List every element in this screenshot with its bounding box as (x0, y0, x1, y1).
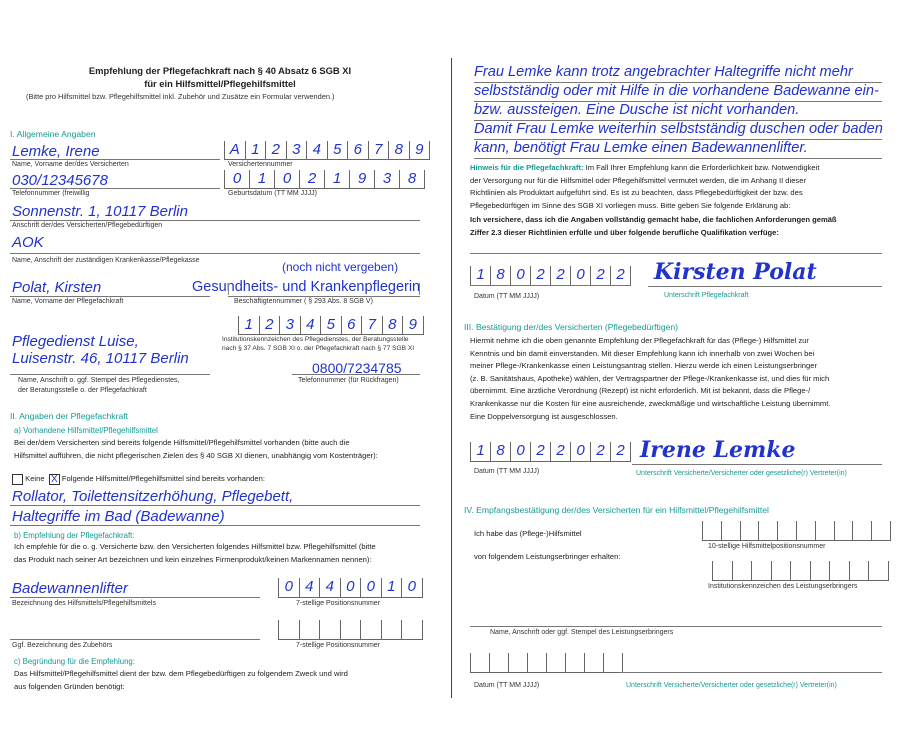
service-label-2: der Beratungsstelle o. der Pflegefachkraft (18, 387, 147, 394)
accessory-position-digit-3[interactable] (340, 620, 361, 639)
ik-label-1: Institutionskennzeichen des Pflegedienstes, der Beratungsstelle (222, 336, 409, 343)
section-2b-title: b) Empfehlung der Pflegefachkraft: (14, 531, 135, 540)
insurance-digit-1[interactable]: 1 (245, 141, 266, 159)
position-digit-4[interactable]: 0 (360, 578, 381, 597)
folgende-label: Folgende Hilfsmittel/Pflegehilfsmittel sind bereits vorhanden: (61, 474, 265, 483)
section-2c-text (14, 668, 348, 693)
accessory-position-digit-5[interactable] (381, 620, 402, 639)
insured-name-label: Name, Vorname der/des Versicherten (12, 161, 129, 168)
birth-digit-0[interactable]: 0 (224, 170, 249, 188)
provider-ik-digit-5[interactable] (810, 561, 830, 580)
ik-digit-3[interactable]: 4 (300, 316, 321, 334)
birth-digit-6[interactable]: 3 (374, 170, 399, 188)
section-2c-line-2: aus folgenden Gründen benötigt: (14, 681, 125, 691)
accessory-position-digit-2[interactable] (319, 620, 340, 639)
section-3-text (470, 335, 830, 423)
birth-digit-7[interactable]: 8 (399, 170, 425, 188)
received-line-2: von folgendem Leistungserbringer erhalten: (474, 552, 621, 561)
received-line-1: Ich habe das (Pflege-)Hilfsmittel (474, 529, 582, 538)
insured-date-digit-6[interactable]: 2 (590, 442, 610, 461)
provider-ik-boxes[interactable] (712, 561, 889, 581)
hm-position-digit-2[interactable] (740, 521, 759, 540)
hm-position-digit-7[interactable] (834, 521, 853, 540)
reason-line-3: bzw. aussteigen. Eine Dusche ist nicht vorhanden. (474, 102, 882, 121)
provider-ik-digit-7[interactable] (849, 561, 869, 580)
sec3-line-1: Hiermit nehme ich die oben genannte Empfehlung der Pflegefachkraft für das (Pflege-) Hilfsmittel zur (470, 336, 809, 345)
kasse-label: Name, Anschrift der zuständigen Krankenkasse/Pflegekasse (12, 257, 200, 264)
hm-position-boxes[interactable] (702, 521, 891, 541)
birth-digit-3[interactable]: 2 (299, 170, 324, 188)
position-digit-1[interactable]: 4 (299, 578, 320, 597)
provider-ik-digit-4[interactable] (790, 561, 810, 580)
nurse-date-digit-7[interactable]: 2 (610, 266, 631, 285)
insured-date-digit-3[interactable]: 2 (530, 442, 550, 461)
ik-digit-7[interactable]: 8 (382, 316, 403, 334)
title-line-1: Empfehlung der Pflegefachkraft nach § 40 Absatz 6 SGB XI (88, 65, 352, 76)
receipt-date-digit-5[interactable] (565, 653, 584, 672)
column-divider (451, 58, 452, 698)
sec3-line-5: übernimmt. Eine ärztliche Verordnung (Rezept) ist nicht erforderlich. Mit ist bekannt, dass die Pflege-/ (470, 386, 811, 396)
hint-line-2: der Versorgung nur für die Hilfsmittel oder Pflegehilfsmittel vermutet werden, die im Anhang II dieser (470, 175, 806, 185)
section-2a-title: a) Vorhandene Hilfsmittel/Pflegehilfsmittel (14, 426, 158, 435)
provider-ik-digit-6[interactable] (829, 561, 849, 580)
section-2-title: II. Angaben der Pflegefachkraft (10, 411, 129, 421)
folgende-checkbox[interactable]: X (49, 474, 60, 485)
ik-digit-8[interactable]: 9 (402, 316, 424, 334)
provider-ik-digit-2[interactable] (751, 561, 771, 580)
hm-position-digit-1[interactable] (721, 521, 740, 540)
insurance-digit-6[interactable]: 6 (347, 141, 368, 159)
section-2b-text (14, 541, 376, 566)
provider-ik-digit-3[interactable] (771, 561, 791, 580)
nurse-signature-label: Unterschrift Pflegefachkraft (664, 292, 749, 299)
provider-ik-digit-1[interactable] (732, 561, 752, 580)
provider-ik-digit-8[interactable] (868, 561, 889, 580)
insurance-number-boxes[interactable] (224, 141, 430, 160)
receipt-date-digit-6[interactable] (584, 653, 603, 672)
insured-date-digit-2[interactable]: 0 (510, 442, 530, 461)
insurance-digit-9[interactable]: 9 (409, 141, 431, 159)
sec3-line-7: Eine Doppelversorgung ist ausgeschlossen. (470, 411, 618, 421)
hint-label: Hinweis für die Pflegefachkraft: (470, 163, 584, 172)
care-service-name: Pflegedienst Luise, (12, 333, 139, 350)
nurse-date-digit-4[interactable]: 2 (550, 266, 570, 285)
receipt-date-label: Datum (TT MM JJJJ) (474, 682, 540, 689)
insured-signature: Irene Lemke (640, 437, 796, 463)
final-signature-label: Unterschrift Versicherte/Versicherter oder gesetzliche(r) Vertreter(in) (626, 682, 837, 689)
nurse-date-digit-2[interactable]: 0 (510, 266, 530, 285)
title-line-2: für ein Hilfsmittel/Pflegehilfsmittel (144, 78, 296, 89)
accessory-position-digit-6[interactable] (401, 620, 423, 639)
nurse-date-label: Datum (TT MM JJJJ) (474, 293, 540, 300)
insurance-digit-4[interactable]: 4 (306, 141, 327, 159)
service-label-1: Name, Anschrift o. ggf. Stempel des Pflegedienstes, (18, 377, 180, 384)
reason-line-1: Frau Lemke kann trotz angebrachter Haltegriffe nicht mehr (474, 64, 882, 83)
insured-signature-label: Unterschrift Versicherte/Versicherter oder gesetzliche(r) Vertreter(in) (636, 470, 847, 477)
insured-date-boxes[interactable] (470, 442, 631, 462)
reason-line-2: selbstständig oder mit Hilfe in die vorhandene Badewanne ein- (474, 83, 882, 102)
position-label-2: 7-stellige Positionsnummer (296, 642, 381, 649)
section-2a-line-2: Hilfsmittel aufführen, die nicht pflegerischen Zielen des § 40 SGB XI dienen, unabhängig vom Kostenträger): (14, 450, 378, 460)
ik-digit-1[interactable]: 2 (259, 316, 280, 334)
birth-digit-1[interactable]: 1 (249, 170, 274, 188)
nurse-date-digit-1[interactable]: 8 (490, 266, 510, 285)
reason-line-5: kann, benötigt Frau Lemke einen Badewannenlifter. (474, 140, 882, 159)
institution-code-boxes[interactable] (238, 316, 424, 335)
ik2-label: Institutionskennzeichen des Leistungserbringers (708, 583, 858, 590)
accessory-position-boxes[interactable] (278, 620, 423, 640)
position-number-boxes[interactable] (278, 578, 423, 598)
form-title (0, 64, 440, 90)
not-yet-assigned-note: (noch nicht vergeben) (282, 260, 399, 274)
insured-date-digit-7[interactable]: 2 (610, 442, 631, 461)
birth-digit-2[interactable]: 0 (274, 170, 299, 188)
insured-date-digit-0[interactable]: 1 (470, 442, 490, 461)
position-digit-6[interactable]: 0 (401, 578, 423, 597)
receipt-date-digit-4[interactable] (546, 653, 565, 672)
reason-text (474, 64, 882, 159)
birth-label: Geburtsdatum (TT MM JJJJ) (228, 190, 317, 197)
hm-position-digit-8[interactable] (852, 521, 871, 540)
existing-aids-line-2: Haltegriffe im Bad (Badewanne) (12, 508, 225, 525)
nurse-signature: Kirsten Polat (654, 259, 817, 285)
address-label: Anschrift der/des Versicherten/Pflegebedürftigen (12, 222, 163, 229)
receipt-date-digit-2[interactable] (508, 653, 527, 672)
nurse-hint (470, 162, 819, 212)
insured-date-digit-4[interactable]: 2 (550, 442, 570, 461)
sec3-line-2: Kenntnis und bin damit einverstanden. Mit dieser Empfehlung kann ich innerhalb von zwei Wochen bei (470, 348, 815, 358)
ik-digit-4[interactable]: 5 (320, 316, 341, 334)
assurance (470, 214, 837, 239)
ik-digit-0[interactable]: 1 (238, 316, 259, 334)
service-phone-label: Telefonnummer (für Rückfragen) (298, 377, 399, 384)
insured-name: Lemke, Irene (12, 143, 100, 160)
position-label: 7-stellige Positionsnummer (296, 600, 381, 607)
insured-date-label: Datum (TT MM JJJJ) (474, 468, 540, 475)
insurance-digit-7[interactable]: 7 (368, 141, 389, 159)
section-2b-line-2: das Produkt nach seiner Art bezeichnen und kein einzelnes Firmenprodukt/keinen Markennamen nennen): (14, 554, 372, 564)
insurance-label: Versichertennummer (228, 161, 293, 168)
ik-label-2: nach § 37 Abs. 7 SGB XI o. der Pflegefachkraft nach § 77 SGB XI (222, 345, 415, 352)
section-4-title: IV. Empfangsbestätigung der/des Versicherten für ein Hilfsmittel/Pflegehilfsmittel (464, 505, 769, 515)
position-digit-2[interactable]: 4 (319, 578, 340, 597)
existing-aids-line-1: Rollator, Toilettensitzerhöhung, Pflegebett, (12, 488, 294, 505)
insurance-digit-8[interactable]: 8 (388, 141, 409, 159)
position-digit-3[interactable]: 0 (340, 578, 361, 597)
phone-label: Telefonnummer (freiwillig (12, 190, 90, 197)
sec3-line-6: Krankenkasse nur die Kosten für eine ausreichende, zweckmäßige und wirtschaftliche Leistung übernimmt. (470, 398, 831, 408)
position-digit-0[interactable]: 0 (278, 578, 299, 597)
nurse-date-digit-0[interactable]: 1 (470, 266, 490, 285)
nurse-date-boxes[interactable] (470, 266, 631, 286)
receipt-date-digit-1[interactable] (489, 653, 508, 672)
care-service-phone: 0800/7234785 (312, 360, 402, 376)
accessory-position-digit-1[interactable] (299, 620, 320, 639)
receipt-date-digit-3[interactable] (527, 653, 546, 672)
receipt-date-boxes[interactable] (470, 653, 623, 673)
accessory-position-digit-0[interactable] (278, 620, 299, 639)
ik-digit-6[interactable]: 7 (361, 316, 382, 334)
employee-number-label: Beschäftigtennummer ( § 293 Abs. 8 SGB V) (234, 298, 373, 305)
phone-value: 030/12345678 (12, 172, 108, 189)
hint-line-4: Pflegebedürftigen im Sinne des SGB XI vorliegen muss. Bitte geben Sie folgende Erklärung ab: (470, 200, 791, 210)
provider-label: Name, Anschrift oder ggf. Stempel des Leistungserbringers (490, 629, 674, 636)
sec3-line-4: (z. B. Sanitätshaus, Apotheke) wählen, der Vertragspartner der Pflege-/Krankenkasse ist, und dies für mich (470, 373, 830, 383)
birth-digit-5[interactable]: 9 (349, 170, 374, 188)
insured-date-digit-5[interactable]: 0 (570, 442, 590, 461)
care-service-address: Luisenstr. 46, 10117 Berlin (12, 350, 189, 367)
birth-digit-4[interactable]: 1 (324, 170, 349, 188)
accessory-position-digit-4[interactable] (360, 620, 381, 639)
hm-position-digit-6[interactable] (815, 521, 834, 540)
receipt-date-digit-0[interactable] (470, 653, 489, 672)
insured-address: Sonnenstr. 1, 10117 Berlin (12, 203, 188, 220)
provider-ik-digit-0[interactable] (712, 561, 732, 580)
recommended-aid: Badewannenlifter (12, 580, 128, 597)
hm-position-digit-9[interactable] (871, 521, 891, 540)
nurse-name: Polat, Kirsten (12, 279, 102, 296)
section-1-title: I. Allgemeine Angaben (10, 129, 96, 139)
nurse-date-digit-3[interactable]: 2 (530, 266, 550, 285)
nurse-date-digit-6[interactable]: 2 (590, 266, 610, 285)
accessory-label: Ggf. Bezeichnung des Zubehörs (12, 642, 113, 649)
hint-line-1: Im Fall Ihrer Empfehlung kann die Erforderlichkeit bzw. Notwendigkeit (583, 163, 820, 172)
assurance-line-2: Ziffer 2.3 dieser Richtlinien erfülle und über folgende berufliche Qualifikation verfüge: (470, 227, 779, 237)
section-2c-title: c) Begründung für die Empfehlung: (14, 657, 135, 666)
nurse-name-label: Name, Vorname der Pflegefachkraft (12, 298, 124, 305)
insurance-company: AOK (12, 234, 44, 251)
reason-line-4: Damit Frau Lemke weiterhin selbstständig duschen oder baden (474, 121, 882, 140)
insurance-digit-2[interactable]: 2 (265, 141, 286, 159)
aid-label: Bezeichnung des Hilfsmittels/Pflegehilfsmittels (12, 600, 156, 607)
section-2a-text (14, 437, 378, 462)
hm-position-digit-4[interactable] (777, 521, 796, 540)
insured-date-digit-1[interactable]: 8 (490, 442, 510, 461)
insurance-digit-5[interactable]: 5 (327, 141, 348, 159)
receipt-date-digit-7[interactable] (603, 653, 623, 672)
section-2c-line-1: Das Hilfsmittel/Pflegehilfsmittel dient der bzw. dem Pflegebedürftigen zu folgendem Zweck und wird (14, 669, 348, 678)
birth-date-boxes[interactable] (224, 170, 425, 189)
section-3-title: III. Bestätigung der/des Versicherten (Pflegebedürftigen) (464, 322, 679, 332)
nurse-date-digit-5[interactable]: 0 (570, 266, 590, 285)
position-digit-5[interactable]: 1 (381, 578, 402, 597)
section-2b-line-1: Ich empfehle für die o. g. Versicherte bzw. den Versicherten folgendes Hilfsmittel bzw. Pflegehilfsmittel (bitte (14, 542, 376, 551)
ik-digit-2[interactable]: 3 (279, 316, 300, 334)
hm-position-digit-0[interactable] (702, 521, 721, 540)
assurance-line-1: Ich versichere, dass ich die Angaben vollständig gemacht habe, die fachlichen Anforderungen gemäß (470, 215, 837, 224)
insurance-digit-0[interactable]: A (224, 141, 245, 159)
keine-label: Keine (25, 474, 45, 483)
subtitle: (Bitte pro Hilfsmittel bzw. Pflegehilfsmittel inkl. Zubehör und Zusätze ein Formular verwenden.) (26, 92, 335, 101)
section-2a-line-1: Bei der/dem Versicherten sind bereits folgende Hilfsmittel/Pflegehilfsmittel vorhanden (bitte auch die (14, 438, 350, 447)
keine-checkbox[interactable] (12, 474, 23, 485)
sec3-line-3: meiner Pflege-/Krankenkasse einen Leistungsantrag stellen. Hierzu werde ich einen Leistungserbringer (470, 361, 817, 371)
insurance-digit-3[interactable]: 3 (286, 141, 307, 159)
nurse-profession: Gesundheits- und Krankenpflegerin (192, 279, 421, 295)
hm-position-digit-3[interactable] (758, 521, 777, 540)
hm-position-digit-5[interactable] (796, 521, 815, 540)
pos10-label: 10-stellige Hilfsmittelpositionsnummer (708, 543, 826, 550)
existing-aids-choice (12, 473, 265, 486)
hint-line-3: Richtlinien als Produktart aufgeführt sind. Es ist zu beachten, dass Pflegebedürftigkeit der bzw. des (470, 188, 803, 198)
ik-digit-5[interactable]: 6 (341, 316, 362, 334)
